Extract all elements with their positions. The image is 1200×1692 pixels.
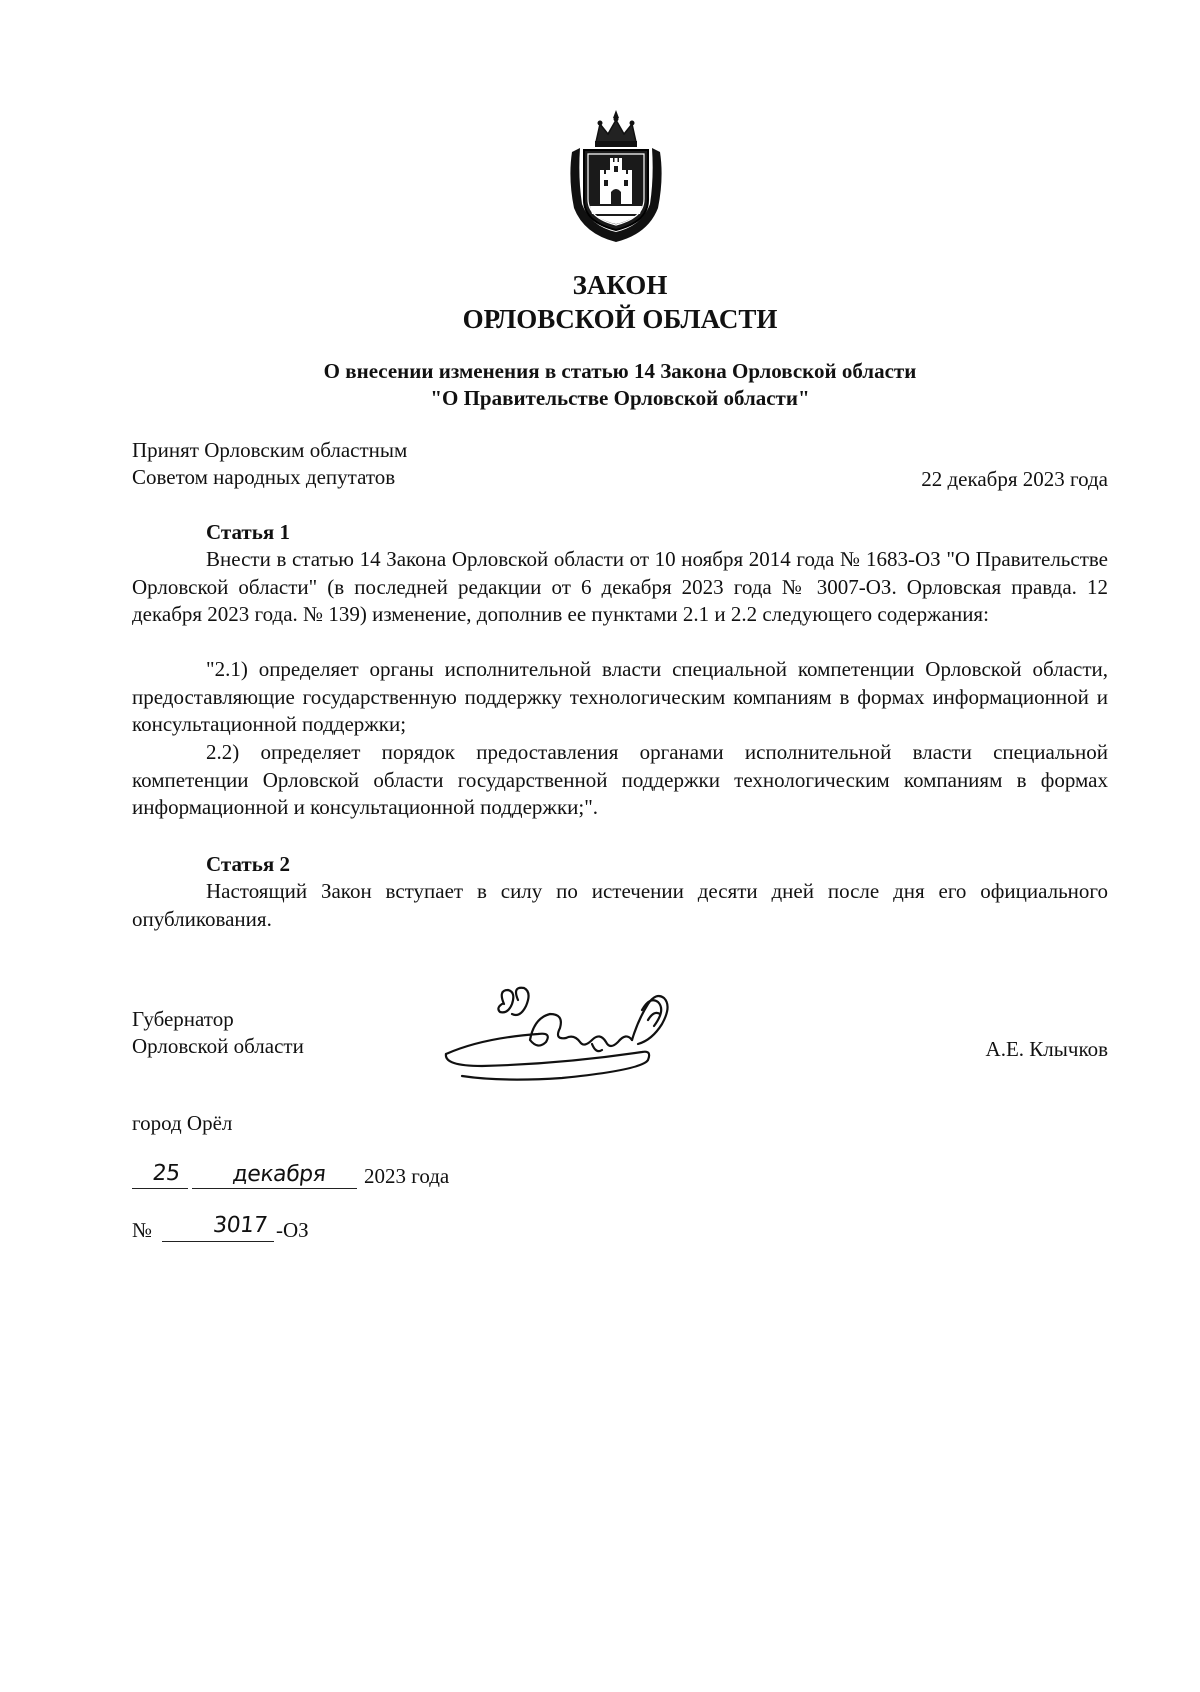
article1-intro: Внести в статью 14 Закона Орловской области от 10 ноября 2014 года № 1683-ОЗ "О Правительстве Орловской области" (в последней редакции от 6 декабря 2023 года № 3007-ОЗ. Орловская правда. 12 декабря 2023 года. № 139) изменение, дополнив ее пунктами 2.1 и 2.2 следующего содержания:	[132, 547, 1108, 626]
date-year: 2023 года	[364, 1164, 450, 1188]
article1-item-2-2: 2.2) определяет порядок предоставления органами исполнительной власти специальной компетенции Орловской области государственной поддержки технологическим компаниям в формах информационной и консультационной поддержки;".	[132, 740, 1108, 819]
adoption-line2: Советом народных депутатов	[132, 465, 396, 489]
document-title-line2: ОРЛОВСКОЙ ОБЛАСТИ	[462, 304, 778, 334]
law-number-underline	[162, 1241, 274, 1242]
document-title-line1: ЗАКОН	[572, 270, 668, 300]
coat-of-arms-emblem	[566, 108, 666, 244]
law-number-handwritten: 3017	[211, 1213, 269, 1238]
city: город Орёл	[132, 1111, 233, 1135]
date-day-handwritten: 25	[151, 1161, 181, 1186]
date-day-underline	[132, 1188, 188, 1189]
signatory-position-line2: Орловской области	[132, 1034, 304, 1058]
document-subtitle-line1: О внесении изменения в статью 14 Закона Орловской области	[323, 359, 917, 383]
number-prefix: №	[132, 1218, 153, 1242]
governor-signature	[442, 984, 682, 1084]
adoption-line1: Принят Орловским областным	[132, 438, 408, 462]
adoption-date: 22 декабря 2023 года	[921, 467, 1108, 491]
signatory-name: А.Е. Клычков	[985, 1037, 1108, 1061]
document-subtitle-line2: "О Правительстве Орловской области"	[430, 386, 810, 410]
article1-item-2-1: "2.1) определяет органы исполнительной власти специальной компетенции Орловской области, предоставляющие государственную поддержку технологическим компаниям в формах информационной и консультационной поддержки;	[132, 657, 1108, 736]
date-month-handwritten: декабря	[231, 1162, 327, 1187]
article2-heading: Статья 2	[206, 852, 290, 876]
article2-text: Настоящий Закон вступает в силу по истечении десяти дней после дня его официального опубликования.	[132, 879, 1108, 931]
date-month-underline	[192, 1188, 357, 1189]
signatory-position-line1: Губернатор	[132, 1007, 234, 1031]
article1-heading: Статья 1	[206, 520, 290, 544]
number-suffix: -ОЗ	[276, 1218, 309, 1242]
